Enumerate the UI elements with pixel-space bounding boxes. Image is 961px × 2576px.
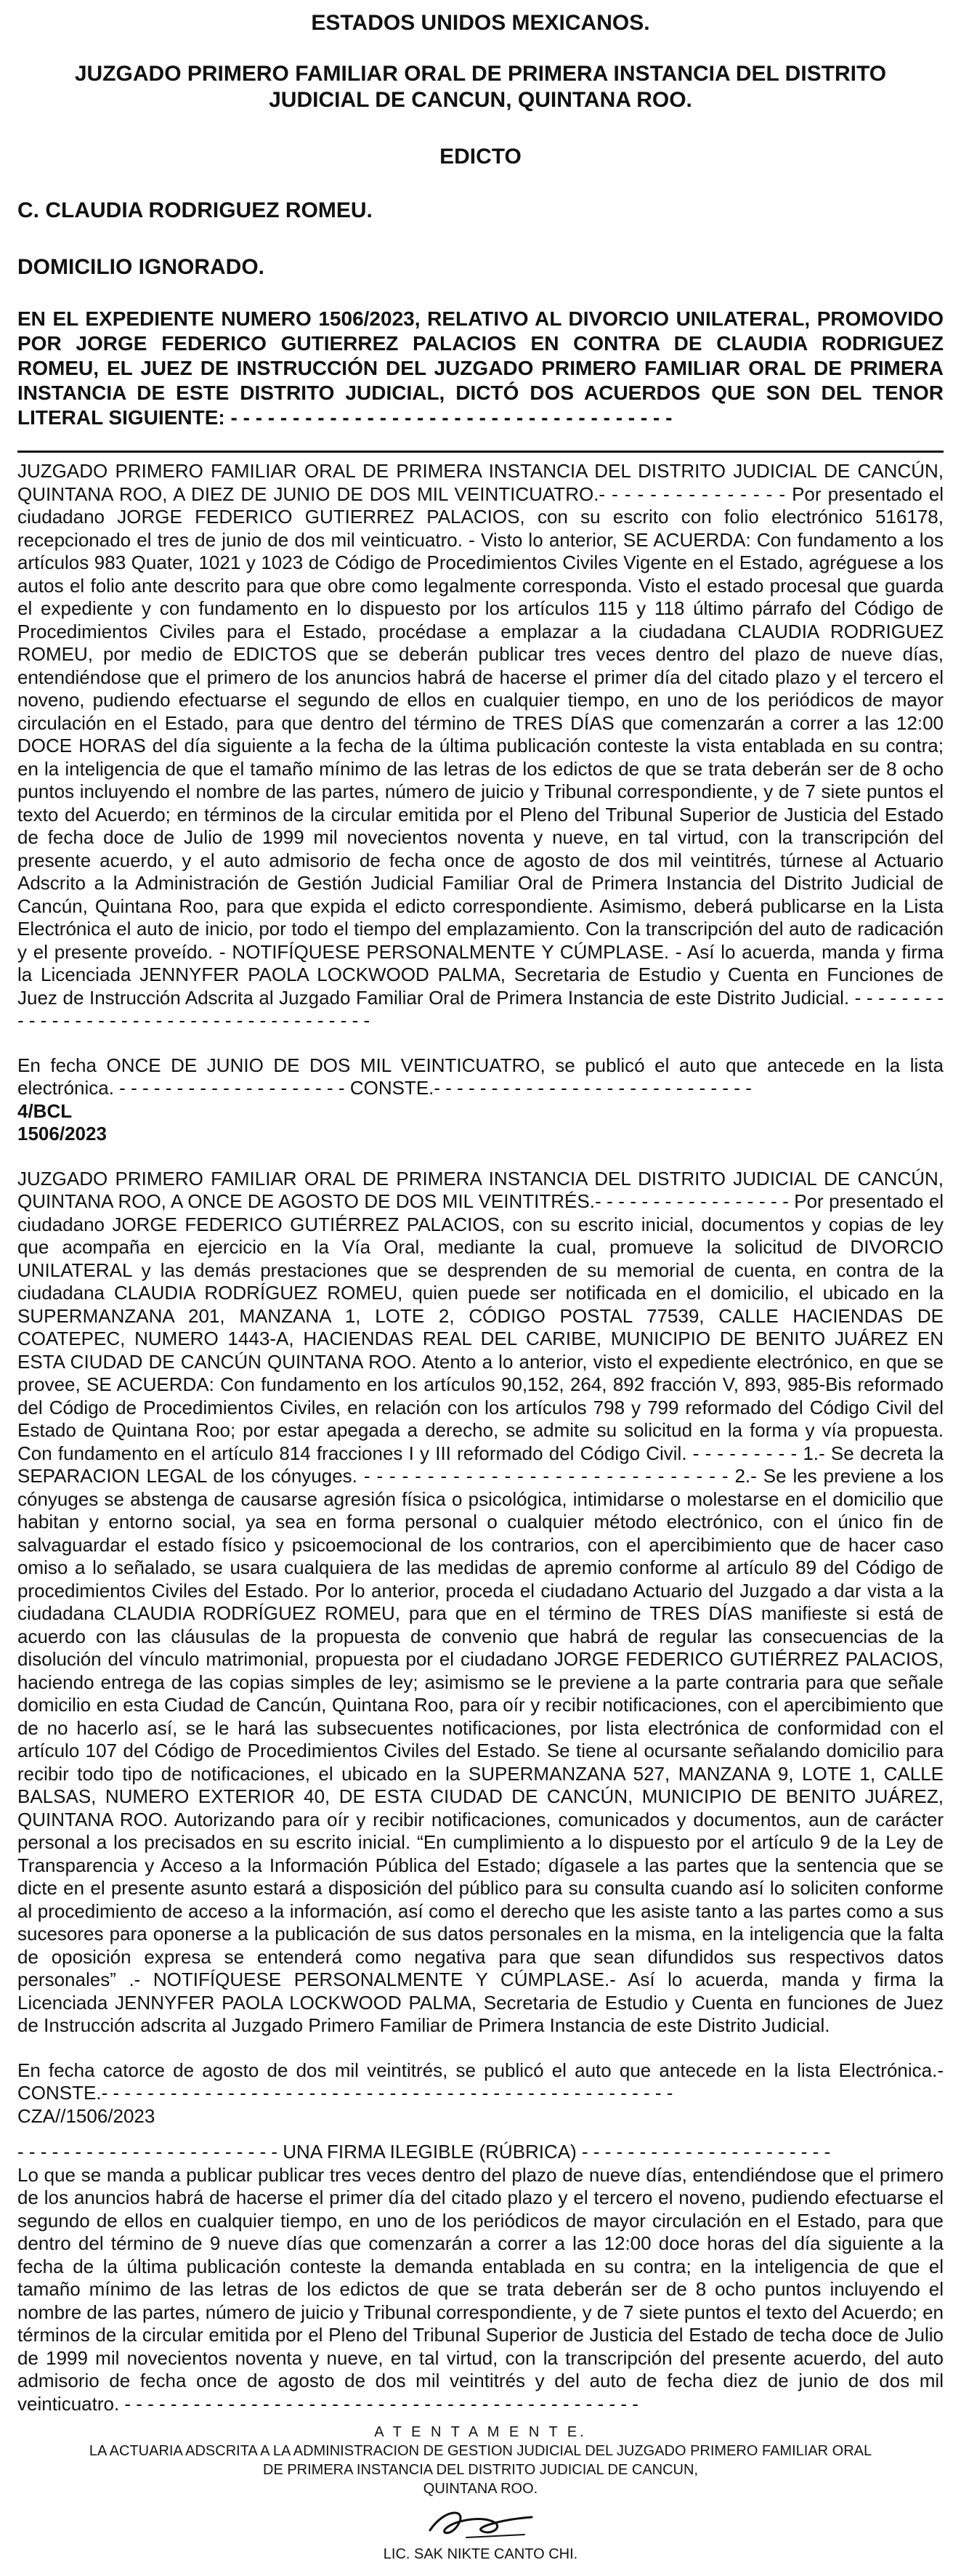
court-header-line2: JUDICIAL DE CANCUN, QUINTANA ROO.: [269, 88, 692, 112]
section-divider: [17, 451, 944, 453]
publicacion-1-text: En fecha ONCE DE JUNIO DE DOS MIL VEINTICUATRO, se publicó el auto que antecede en la lista electrónica. - - - - - - - - - - - - - - - - - - - - CONSTE.- - - - - - - - - - - - - - - - - - - - - - - - - - - -: [17, 1054, 944, 1099]
handwritten-signature-icon: [415, 2501, 546, 2545]
publicacion-1-ref-initials: 4/BCL: [17, 1099, 73, 1122]
document-type-title: EDICTO: [439, 145, 522, 169]
signer-role-line3: QUINTANA ROO.: [423, 2481, 538, 2497]
court-header: [17, 61, 944, 113]
country-header: ESTADOS UNIDOS MEXICANOS.: [311, 11, 650, 35]
acuerdo-2-text: JUZGADO PRIMERO FAMILIAR ORAL DE PRIMERA INSTANCIA DEL DISTRITO JUDICIAL DE CANCÚN, QUINTANA ROO, A ONCE DE AGOSTO DE DOS MIL VEINTITRÉS.- - - - - - - - - - - - - - - - - Por presentado el ciudadano JORGE FEDERICO GUTIÉRREZ PALACIOS, con su escrito inicial, documentos y copias de ley que acompaña en ejercicio en la Vía Oral, mediante la cual, promueve la solicitud de DIVORCIO UNILATERAL y las demás prestaciones que se desprenden de su memorial de cuenta, en contra de la ciudadana CLAUDIA RODRÍGUEZ ROMEU, quien puede ser notificada en el domicilio, el ubicado en la SUPERMANZANA 201, MANZANA 1, LOTE 2, CÓDIGO POSTAL 77539, CALLE HACIENDAS DE COATEPEC, NUMERO 1443-A, HACIENDAS REAL DEL CARIBE, MUNICIPIO DE BENITO JUÁREZ EN ESTA CIUDAD DE CANCÚN QUINTANA ROO. Atento a lo anterior, visto el expediente electrónico, en que se provee, SE ACUERDA: Con fundamento en los artículos 90,152, 264, 892 fracción V, 893, 985-Bis reformado del Código de Procedimientos Civiles, en relación con los artículos 798 y 799 reformado del Código Civil del Estado de Quintana Roo; por estar apegada a derecho, se admite su solicitud en la forma y vía propuesta. Con fundamento en el artículo 814 fracciones I y III reformado del Código Civil. - - - - - - - - - 1.- Se decreta la SEPARACION LEGAL de los cónyuges. - - - - - - - - - - - - - - - - - - - - - - - - - - - - - 2.- Se les previene a los cónyuges se abstenga de causarse agresión física o psicológica, intimidarse o molestarse en el domicilio que habitan y entorno social, ya sea en forma personal o cualquier método electrónico, con el único fin de salvaguardar el estado físico y psicoemocional de los contrarios, con el apercibimiento que de hacer caso omiso a lo señalado, se usara cualquiera de las medidas de apremio conforme al artículo 89 del Código de procedimientos Civiles del Estado. Por lo anterior, proceda el ciudadano Actuario del Juzgado a dar vista a la ciudadana CLAUDIA RODRÍGUEZ ROMEU, para que en el término de TRES DÍAS manifieste si está de acuerdo con las cláusulas de la propuesta de convenio que habrá de regular las consecuencias de la disolución del vínculo matrimonial, propuesta por el ciudadano JORGE FEDERICO GUTIÉRREZ PALACIOS, haciendo entrega de las copias simples de ley; asimismo se le previene a la parte contraria para que señale domicilio en esta Ciudad de Cancún, Quintana Roo, para oír y recibir notificaciones, con el apercibimiento que de no hacerlo así, se le hará las subsecuentes notificaciones, por lista electrónica de conformidad con el artículo 107 del Código de Procedimientos Civiles del Estado. Se tiene al ocursante señalando domicilio para recibir todo tipo de notificaciones, el ubicado en la SUPERMANZANA 527, MANZANA 9, LOTE 1, CALLE BALSAS, NUMERO EXTERIOR 40, DE ESTA CIUDAD DE CANCÚN, MUNICIPIO DE BENITO JUÁREZ, QUINTANA ROO. Autorizando para oír y recibir notificaciones, comunicados y documentos, aun de carácter personal a los precisados en su escrito inicial. “En cumplimiento a lo dispuesto por el artículo 9 de la Ley de Transparencia y Acceso a la Información Pública del Estado; dígasele a las partes que la sentencia que se dicte en el presente asunto estará a disposición del público para su consulta cuando así lo soliciten conforme al procedimiento de acceso a la información, así como el derecho que les asiste tanto a las partes como a sus sucesores para oponerse a la publicación de sus datos personales en la misma, en la inteligencia que la falta de oposición expresa se entenderá como negativa para que sean difundidos sus respectivos datos personales” .- NOTIFÍQUESE PERSONALMENTE Y CÚMPLASE.- Así lo acuerda, manda y firma la Licenciada JENNYFER PAOLA LOCKWOOD PALMA, Secretaria de Estudio y Cuenta en funciones de Juez de Instrucción adscrita al Juzgado Primero Familiar de Primera Instancia de este Distrito Judicial.: [17, 1167, 944, 2036]
signer-role-line1: LA ACTUARIA ADSCRITA A LA ADMINISTRACION DE GESTION JUDICIAL DEL JUZGADO PRIMERO FAMILIAR ORAL: [89, 2443, 872, 2459]
signature-block: [17, 2423, 944, 2564]
addressee-name: C. CLAUDIA RODRIGUEZ ROMEU.: [17, 198, 373, 222]
acuerdo-1-text: JUZGADO PRIMERO FAMILIAR ORAL DE PRIMERA INSTANCIA DEL DISTRITO JUDICIAL DE CANCÚN, QUINTANA ROO, A DIEZ DE JUNIO DE DOS MIL VEINTICUATRO.- - - - - - - - - - - - - - - Por presentado el ciudadano JORGE FEDERICO GUTIERREZ PALACIOS, con su escrito con folio electrónico 516178, recepcionado el tres de junio de dos mil veinticuatro. - Visto lo anterior, SE ACUERDA: Con fundamento a los artículos 983 Quater, 1021 y 1023 de Código de Procedimientos Civiles Vigente en el Estado, agréguese a los autos el folio ante descrito para que obre como legalmente corresponda. Visto el estado procesal que guarda el expediente y con fundamento en lo dispuesto por los artículos 115 y 118 último párrafo del Código de Procedimientos Civiles para el Estado, procédase a emplazar a la ciudadana CLAUDIA RODRIGUEZ ROMEU, por medio de EDICTOS que se deberán publicar tres veces dentro del plazo de nueve días, entendiéndose que el primero de los anuncios habrá de hacerse el primer día del citado plazo y el tercero el noveno, pudiendo efectuarse el segundo de ellos en cualquier tiempo, en uno de los periódicos de mayor circulación en el Estado, para que dentro del término de TRES DÍAS que comenzarán a correr a las 12:00 DOCE HORAS del día siguiente a la fecha de la última publicación conteste la vista entablada en su contra; en la inteligencia de que el tamaño mínimo de las letras de los edictos de que se trata deberán ser de 8 ocho puntos incluyendo el nombre de las partes, número de juicio y Tribunal correspondiente, y de 7 siete puntos el texto del Acuerdo; en términos de la circular emitida por el Pleno del Tribunal Superior de Justicia del Estado de fecha doce de Julio de 1999 mil novecientos noventa y nueve, en tal virtud, con la transcripción del presente acuerdo, y el auto admisorio de fecha once de agosto de dos mil veintitrés, túrnese al Actuario Adscrito a la Administración de Gestión Judicial Familiar Oral de Primera Instancia del Distrito Judicial de Cancún, Quintana Roo, para que expida el edicto correspondiente. Asimismo, deberá publicarse en la Lista Electrónica el auto de inicio, por todo el tiempo del emplazamiento. Con la transcripción del auto de radicación y el presente proveído. - NOTIFÍQUESE PERSONALMENTE Y CÚMPLASE. - Así lo acuerda, manda y firma la Licenciada JENNYFER PAOLA LOCKWOOD PALMA, Secretaria de Estudio y Cuenta en Funciones de Juez de Instrucción Adscrita al Juzgado Familiar Oral de Primera Instancia de este Distrito Judicial. - - - - - - - - - - - - - - - - - - - - - - - - - - - - - - - - - - - - - - -: [17, 460, 944, 1031]
publicacion-1-ref-expediente: 1506/2023: [17, 1123, 107, 1144]
signer-role-line2: DE PRIMERA INSTANCIA DEL DISTRITO JUDICIAL DE CANCUN,: [263, 2462, 698, 2478]
publicacion-2-text: En fecha catorce de agosto de dos mil veintitrés, se publicó el auto que antecede en la lista Electrónica.- CONSTE.- - - - - - - - - - - - - - - - - - - - - - - - - - - - - - - - - - - - - - - - - - - - - - - - - -: [17, 2059, 944, 2104]
publicacion-2-ref: CZA//1506/2023: [17, 2104, 155, 2127]
firma-ilegible-line: - - - - - - - - - - - - - - - - - - - - - - - UNA FIRMA ILEGIBLE (RÚBRICA) - - - - - - - - - - - - - - - - - - - - - -: [17, 2141, 831, 2163]
domicilio-notice: DOMICILIO IGNORADO.: [17, 255, 264, 279]
signer-name: LIC. SAK NIKTE CANTO CHI.: [383, 2546, 578, 2562]
court-header-line1: JUZGADO PRIMERO FAMILIAR ORAL DE PRIMERA INSTANCIA DEL DISTRITO: [74, 62, 887, 86]
closing-text: Lo que se manda a publicar publicar tres veces dentro del plazo de nueve días, entendiéndose que el primero de los anuncios habrá de hacerse el primer día del citado plazo y el tercero el noveno, pudiendo efectuarse el segundo de ellos en cualquier tiempo, en uno de los periódicos de mayor circulación en el Estado, para que dentro del término de 9 nueve días que comenzarán a correr a las 12:00 doce horas del día siguiente a la fecha de la última publicación conteste la demanda entablada en su contra; en la inteligencia de que el tamaño mínimo de las letras de los edictos de que se trata deberán ser de 8 ocho puntos incluyendo el nombre de las partes, número de juicio y Tribunal correspondiente, y de 7 siete puntos el texto del Acuerdo; en términos de la circular emitida por el Pleno del Tribunal Superior de Justicia del Estado de techa doce de Julio de 1999 mil novecientos noventa y nueve, en tal virtud, con la transcripción del presente acuerdo, del auto admisorio de fecha once de agosto de dos mil veintitrés y del auto de fecha diez de junio de dos mil veinticuatro. - - - - - - - - - - - - - - - - - - - - - - - - - - - - - - - - - - - - - - - - - - - - -: [17, 2163, 944, 2415]
expediente-summary: EN EL EXPEDIENTE NUMERO 1506/2023, RELATIVO AL DIVORCIO UNILATERAL, PROMOVIDO POR JORGE FEDERICO GUTIERREZ PALACIOS EN CONTRA DE CLAUDIA RODRIGUEZ ROMEU, EL JUEZ DE INSTRUCCIÓN DEL JUZGADO PRIMERO FAMILIAR ORAL DE PRIMERA INSTANCIA DE ESTE DISTRITO JUDICIAL, DICTÓ DOS ACUERDOS QUE SON DEL TENOR LITERAL SIGUIENTE: - - - - - - - - - - - - - - - - - - - - - - - - - - - - - - - - - - - -: [17, 307, 944, 429]
atentamente-label: A T E N T A M E N T E.: [374, 2424, 587, 2440]
